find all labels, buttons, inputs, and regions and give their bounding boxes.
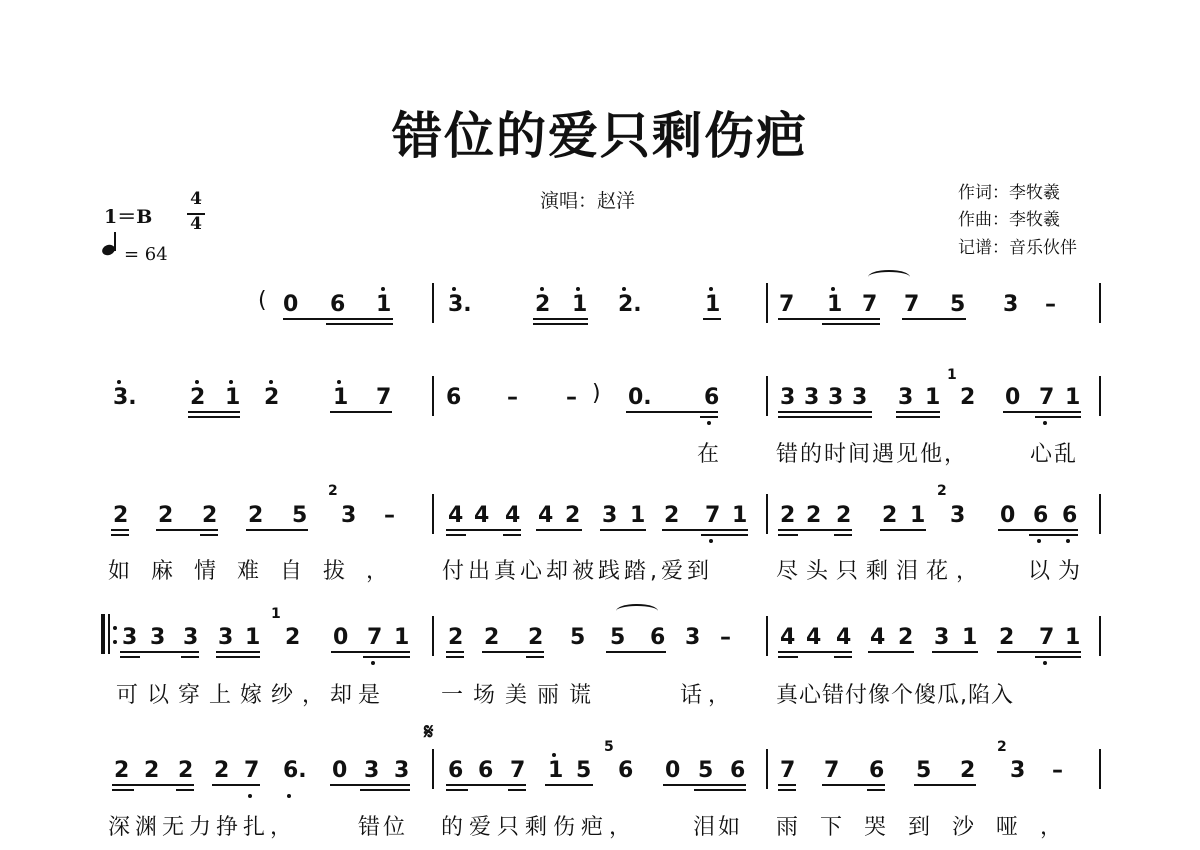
note-token: 7: [780, 758, 796, 783]
note-token: 2: [158, 503, 174, 528]
note-token: 1: [333, 385, 349, 410]
bar-line: [432, 616, 434, 656]
lyric-line: 错位: [358, 815, 409, 840]
note-token: 3: [828, 385, 844, 410]
note-token: 2: [448, 625, 464, 650]
octave-dot: [269, 380, 273, 384]
note-token: 2: [565, 503, 581, 528]
note-token: 3: [122, 625, 138, 650]
bar-line: [1099, 376, 1101, 416]
note-token: 5: [916, 758, 932, 783]
beam-line: [663, 784, 746, 786]
beam-line: [662, 529, 748, 531]
note-token: 2: [999, 625, 1015, 650]
beam-line: [111, 529, 129, 531]
beam-line: [998, 529, 1078, 531]
note-token: 5: [698, 758, 714, 783]
lyric-syllable: 错的时间遇见他，: [776, 442, 969, 467]
note-token: 4: [780, 625, 796, 650]
beam-line: [330, 784, 410, 786]
beam-line: [216, 656, 260, 658]
note-token: 0: [332, 758, 348, 783]
beam-line: [120, 656, 140, 658]
beam-line: [246, 529, 308, 531]
beam-line: [703, 318, 721, 320]
note-token: 3: [602, 503, 618, 528]
octave-dot: [229, 380, 233, 384]
beam-line: [526, 656, 544, 658]
beam-line: [778, 529, 852, 531]
note-token: 3: [341, 503, 357, 528]
repeat-start-thin: [108, 614, 110, 654]
note-token: 7: [510, 758, 526, 783]
lyricist-credit: 作词：李牧羲: [958, 183, 1060, 203]
note-token: 2: [214, 758, 230, 783]
beam-line: [997, 651, 1081, 653]
note-token: 1: [630, 503, 646, 528]
low-octave-dot: [1043, 421, 1047, 425]
note-token: 2: [248, 503, 264, 528]
grace-note: 2: [937, 483, 947, 499]
note-token: 6: [618, 758, 634, 783]
note-token: 3: [150, 625, 166, 650]
note-token: 7: [244, 758, 260, 783]
note-token: 3.: [113, 385, 137, 410]
beam-line: [778, 651, 852, 653]
note-token: 3: [394, 758, 410, 783]
bar-line: [766, 283, 768, 323]
lyric-line: 如麻情难自拔，: [108, 559, 410, 584]
note-token: 1: [925, 385, 941, 410]
song-title: 错位的爱只剩伤疤: [392, 107, 808, 165]
beam-line: [834, 534, 852, 536]
note-token: 3: [804, 385, 820, 410]
grace-note: 5: [604, 739, 614, 755]
key-signature: 1＝B: [104, 206, 153, 228]
note-token: 2: [190, 385, 206, 410]
note-token: 6: [1062, 503, 1078, 528]
bar-line: [432, 283, 434, 323]
note-token: 5: [576, 758, 592, 783]
note-token: 0: [1000, 503, 1016, 528]
note-token: 7: [862, 292, 878, 317]
repeat-start-thick: [101, 614, 105, 654]
beam-line: [778, 784, 796, 786]
beam-line: [533, 318, 588, 320]
note-token: (: [258, 288, 267, 313]
low-octave-dot: [1066, 539, 1070, 543]
note-token: 1: [962, 625, 978, 650]
time-signature-top: 4: [190, 189, 202, 209]
note-token: 2: [780, 503, 796, 528]
composer-credit: 作曲：李牧羲: [958, 210, 1060, 230]
note-token: 3: [1010, 758, 1026, 783]
note-token: 6: [446, 385, 462, 410]
beam-line: [331, 651, 410, 653]
beam-line: [156, 529, 218, 531]
note-token: 4: [474, 503, 490, 528]
beam-line: [606, 651, 666, 653]
beam-line: [694, 789, 746, 791]
note-token: 7: [705, 503, 721, 528]
note-token: 2: [882, 503, 898, 528]
beam-line: [932, 651, 978, 653]
lyric-line: 深渊无力挣扎，: [108, 815, 298, 840]
bar-line: [1099, 616, 1101, 656]
beam-line: [503, 534, 521, 536]
beam-line: [200, 534, 218, 536]
octave-dot: [576, 287, 580, 291]
note-token: 3: [218, 625, 234, 650]
beam-line: [446, 789, 468, 791]
note-token: 7: [1039, 625, 1055, 650]
octave-dot: [831, 287, 835, 291]
grace-note: 2: [328, 483, 338, 499]
note-token: –: [384, 503, 395, 528]
note-token: 1: [225, 385, 241, 410]
note-token: 6.: [283, 758, 307, 783]
note-token: 4: [806, 625, 822, 650]
beam-line: [822, 784, 885, 786]
note-token: 4: [836, 625, 852, 650]
bar-line: [766, 376, 768, 416]
lyric-line: 雨下哭到沙哑，: [776, 815, 1085, 840]
octave-dot: [117, 380, 121, 384]
octave-dot: [709, 287, 713, 291]
beam-line: [1035, 416, 1081, 418]
beam-line: [212, 784, 260, 786]
beam-line: [181, 656, 199, 658]
time-signature-bottom: 4: [190, 214, 202, 234]
beam-line: [867, 789, 885, 791]
note-token: 6: [650, 625, 666, 650]
note-token: 0: [283, 292, 299, 317]
beam-line: [120, 651, 199, 653]
beam-line: [896, 416, 940, 418]
note-token: 1: [394, 625, 410, 650]
low-octave-dot: [371, 661, 375, 665]
beam-line: [778, 318, 880, 320]
note-token: 2: [836, 503, 852, 528]
note-token: 7: [904, 292, 920, 317]
beam-line: [112, 789, 134, 791]
beam-line: [822, 323, 880, 325]
note-token: 1: [548, 758, 564, 783]
bar-line: [1099, 749, 1101, 789]
note-token: 1: [705, 292, 721, 317]
note-token: 2.: [618, 292, 642, 317]
note-token: 6: [478, 758, 494, 783]
beam-line: [1003, 411, 1081, 413]
beam-line: [880, 529, 926, 531]
beam-line: [778, 534, 798, 536]
beam-line: [600, 529, 646, 531]
note-token: 1: [732, 503, 748, 528]
note-token: 7: [1039, 385, 1055, 410]
beam-line: [896, 411, 940, 413]
quarter-note-stem: [114, 232, 116, 251]
note-token: 1: [910, 503, 926, 528]
bar-line: [432, 749, 434, 789]
note-token: ): [592, 381, 601, 406]
octave-dot: [622, 287, 626, 291]
note-token: 2: [264, 385, 280, 410]
bar-line: [1099, 494, 1101, 534]
beam-line: [446, 529, 521, 531]
note-token: 2: [898, 625, 914, 650]
note-token: 2: [806, 503, 822, 528]
beam-line: [701, 534, 748, 536]
note-token: 3.: [448, 292, 472, 317]
note-token: 7: [367, 625, 383, 650]
note-token: 5: [610, 625, 626, 650]
repeat-dot: [113, 640, 117, 644]
beam-line: [326, 323, 393, 325]
beam-line: [176, 789, 194, 791]
note-token: 6: [330, 292, 346, 317]
beam-line: [446, 534, 466, 536]
lyric-syllable: 在: [697, 442, 722, 467]
beam-line: [868, 651, 914, 653]
repeat-dot: [113, 626, 117, 630]
note-token: 2: [178, 758, 194, 783]
note-token: 2: [114, 758, 130, 783]
low-octave-dot: [707, 421, 711, 425]
note-token: 2: [528, 625, 544, 650]
note-token: 4: [870, 625, 886, 650]
beam-line: [700, 416, 718, 418]
note-token: 3: [685, 625, 701, 650]
beam-line: [545, 784, 593, 786]
low-octave-dot: [709, 539, 713, 543]
note-token: 0: [333, 625, 349, 650]
beam-line: [360, 789, 410, 791]
beam-line: [536, 529, 582, 531]
low-octave-dot: [1037, 539, 1041, 543]
note-token: 2: [535, 292, 551, 317]
lyric-line: 付出真心却被践踏,爱到: [442, 559, 713, 584]
octave-dot: [540, 287, 544, 291]
tempo-marking: = 64: [124, 244, 168, 265]
lyric-line: 的爱只剩伤疤，: [441, 815, 638, 840]
note-token: 1: [245, 625, 261, 650]
note-token: 0.: [628, 385, 652, 410]
note-token: 2: [484, 625, 500, 650]
beam-line: [778, 789, 796, 791]
note-token: 0: [1005, 385, 1021, 410]
bar-line: [432, 376, 434, 416]
grace-note: 1: [947, 367, 957, 383]
lyric-line: 话，: [680, 683, 737, 708]
beam-line: [446, 784, 526, 786]
octave-dot: [452, 287, 456, 291]
octave-dot: [552, 753, 556, 757]
note-token: 2: [285, 625, 301, 650]
beam-line: [482, 651, 544, 653]
note-token: 3: [852, 385, 868, 410]
note-token: 7: [824, 758, 840, 783]
lyric-line: 泪如: [693, 815, 744, 840]
note-token: 6: [704, 385, 720, 410]
low-octave-dot: [248, 794, 252, 798]
low-octave-dot: [1043, 661, 1047, 665]
note-token: 4: [448, 503, 464, 528]
note-token: 3: [780, 385, 796, 410]
beam-line: [111, 534, 129, 536]
bar-line: [766, 616, 768, 656]
beam-line: [778, 416, 872, 418]
beam-line: [112, 784, 194, 786]
note-token: –: [566, 385, 577, 410]
beam-line: [914, 784, 976, 786]
note-token: 1: [1065, 385, 1081, 410]
slur-mark: [868, 270, 910, 284]
note-token: 2: [664, 503, 680, 528]
beam-line: [626, 411, 718, 413]
beam-line: [446, 651, 464, 653]
note-token: 3: [934, 625, 950, 650]
low-octave-dot: [287, 794, 291, 798]
note-token: 7: [376, 385, 392, 410]
note-token: 6: [730, 758, 746, 783]
note-token: –: [1045, 292, 1056, 317]
note-token: 7: [779, 292, 795, 317]
grace-note: 2: [997, 739, 1007, 755]
note-token: 2: [113, 503, 129, 528]
beam-line: [446, 656, 464, 658]
note-token: 5: [292, 503, 308, 528]
note-token: 3: [183, 625, 199, 650]
note-token: 4: [505, 503, 521, 528]
octave-dot: [381, 287, 385, 291]
note-token: –: [720, 625, 731, 650]
bar-line: [766, 749, 768, 789]
note-token: 3: [950, 503, 966, 528]
transcriber-credit: 记谱：音乐伙伴: [958, 238, 1077, 258]
lyric-line: 真心错付像个傻瓜,陷入: [776, 683, 1014, 708]
beam-line: [1029, 534, 1078, 536]
bar-line: [432, 494, 434, 534]
singer-credit: 演唱：赵洋: [540, 190, 636, 212]
note-token: 0: [665, 758, 681, 783]
note-token: –: [507, 385, 518, 410]
beam-line: [363, 656, 410, 658]
note-token: 6: [1033, 503, 1049, 528]
beam-line: [188, 411, 240, 413]
note-token: 2: [960, 385, 976, 410]
lyric-line: 一场美丽谎: [441, 683, 602, 708]
note-token: 6: [869, 758, 885, 783]
lyric-line: 尽头只剩泪花，: [776, 559, 987, 584]
lyric-line: 却是: [330, 683, 387, 708]
note-token: 3: [364, 758, 380, 783]
note-token: 3: [898, 385, 914, 410]
beam-line: [330, 411, 392, 413]
bar-line: [1099, 283, 1101, 323]
note-token: 1: [1065, 625, 1081, 650]
note-token: 1: [572, 292, 588, 317]
beam-line: [283, 318, 393, 320]
note-token: 5: [950, 292, 966, 317]
note-token: 3: [1003, 292, 1019, 317]
segno-icon: 𝄋: [424, 720, 434, 745]
beam-line: [508, 789, 526, 791]
lyric-line: 可以穿上嫁纱，: [116, 683, 334, 708]
beam-line: [216, 651, 260, 653]
note-token: –: [1052, 758, 1063, 783]
octave-dot: [195, 380, 199, 384]
beam-line: [533, 323, 588, 325]
beam-line: [834, 656, 852, 658]
beam-line: [902, 318, 966, 320]
grace-note: 1: [271, 606, 281, 622]
beam-line: [778, 656, 798, 658]
note-token: 2: [144, 758, 160, 783]
bar-line: [766, 494, 768, 534]
beam-line: [778, 411, 872, 413]
lyric-line: 以为: [1028, 559, 1089, 584]
note-token: 4: [538, 503, 554, 528]
slur-mark: [616, 604, 658, 618]
note-token: 2: [202, 503, 218, 528]
beam-line: [188, 416, 240, 418]
note-token: 1: [376, 292, 392, 317]
beam-line: [1035, 656, 1081, 658]
note-token: 1: [827, 292, 843, 317]
note-token: 5: [570, 625, 586, 650]
lyric-syllable: 心乱: [1030, 442, 1079, 467]
octave-dot: [337, 380, 341, 384]
note-token: 2: [960, 758, 976, 783]
note-token: 6: [448, 758, 464, 783]
